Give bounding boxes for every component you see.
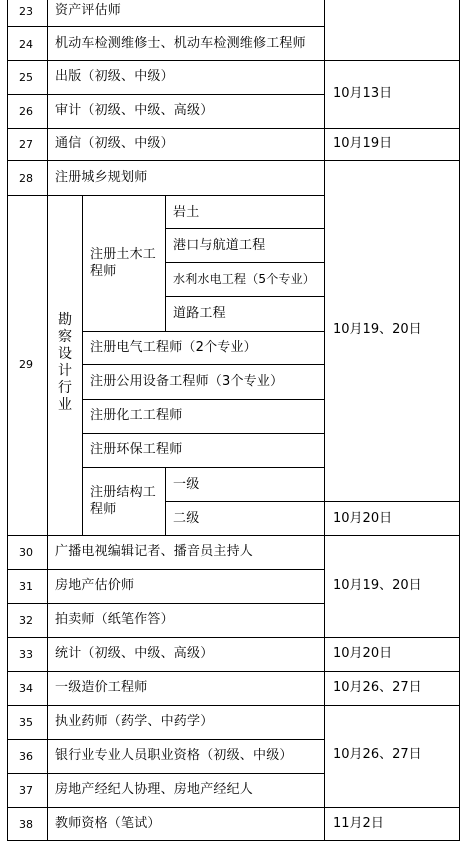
row-number: 23 <box>19 5 33 18</box>
sub-category-structural: 注册结构工程师 <box>90 485 157 517</box>
civil-sub-item: 道路工程 <box>173 306 226 321</box>
exam-name: 广播电视编辑记者、播音员主持人 <box>55 544 254 559</box>
exam-date: 10月20日 <box>333 646 393 661</box>
civil-sub-item: 岩土 <box>173 205 200 220</box>
row-number: 35 <box>19 716 33 729</box>
exam-name: 资产评估师 <box>55 3 122 18</box>
row-number: 36 <box>19 750 33 763</box>
exam-name: 机动车检测维修士、机动车检测维修工程师 <box>55 36 306 51</box>
category-label: 勘察设计行业 <box>58 312 72 413</box>
row-number: 25 <box>19 71 33 84</box>
exam-name: 银行业专业人员职业资格（初级、中级） <box>55 748 293 763</box>
row-number: 37 <box>19 784 33 797</box>
row-number: 32 <box>19 614 33 627</box>
exam-name: 房地产估价师 <box>55 578 135 593</box>
exam-date: 10月13日 <box>333 86 393 101</box>
exam-name: 拍卖师（纸笔作答） <box>55 612 174 627</box>
exam-date: 10月26、27日 <box>333 747 422 762</box>
sub-category: 注册环保工程师 <box>90 442 183 457</box>
exam-name: 统计（初级、中级、高级） <box>55 646 214 661</box>
sub-category-civil: 注册土木工程师 <box>90 247 157 279</box>
exam-date: 11月2日 <box>333 816 384 831</box>
exam-date: 10月19、20日 <box>333 578 422 593</box>
sub-category: 注册公用设备工程师（3个专业） <box>90 374 284 389</box>
row-number: 34 <box>19 682 33 695</box>
row-number: 24 <box>19 38 33 51</box>
row-number: 27 <box>19 138 33 151</box>
row-number: 30 <box>19 546 33 559</box>
exam-name: 注册城乡规划师 <box>55 170 148 185</box>
sub-category: 注册电气工程师（2个专业） <box>90 340 257 355</box>
row-number: 38 <box>19 818 33 831</box>
exam-name: 教师资格（笔试） <box>55 816 161 831</box>
exam-date: 10月19日 <box>333 136 393 151</box>
row-number: 31 <box>19 580 33 593</box>
exam-name: 出版（初级、中级） <box>55 69 174 84</box>
exam-name: 一级造价工程师 <box>55 680 148 695</box>
row-number: 26 <box>19 105 33 118</box>
sub-category: 注册化工工程师 <box>90 408 183 423</box>
exam-name: 执业药师（药学、中药学） <box>55 714 214 729</box>
row-number: 29 <box>19 358 33 371</box>
structural-level: 一级 <box>173 477 200 492</box>
civil-sub-item: 水利水电工程（5个专业） <box>173 272 316 286</box>
exam-name: 通信（初级、中级） <box>55 136 174 151</box>
civil-sub-item: 港口与航道工程 <box>173 238 266 253</box>
exam-name: 房地产经纪人协理、房地产经纪人 <box>55 782 254 797</box>
row-number: 28 <box>19 172 33 185</box>
exam-name: 审计（初级、中级、高级） <box>55 103 214 118</box>
structural-level: 二级 <box>173 511 200 526</box>
exam-date: 10月20日 <box>333 511 393 526</box>
exam-date: 10月19、20日 <box>333 322 422 337</box>
row-number: 33 <box>19 648 33 661</box>
exam-date: 10月26、27日 <box>333 680 422 695</box>
